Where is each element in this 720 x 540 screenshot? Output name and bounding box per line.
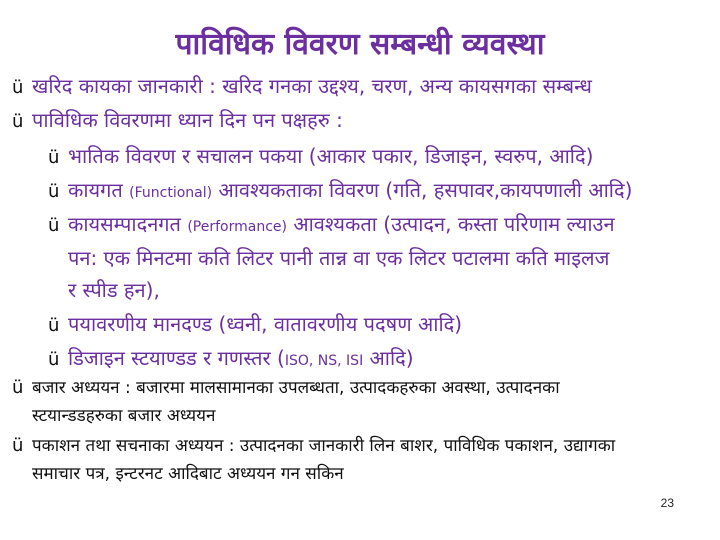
sub-item-text: पयावरणीय मानदण्ड (ध्वनी, वातावरणीय पदषण आदि)	[68, 312, 463, 336]
checkmark-icon: ü	[48, 147, 60, 168]
sub-item-continuation: र स्पीड हन),	[68, 278, 160, 302]
item-text: बजार अध्ययन : बजारमा मालसामानका उपलब्धता, उत्पादकहरुका अवस्था, उत्पादनका	[32, 378, 560, 398]
sub-item-text: आदि)	[363, 346, 414, 370]
checkmark-icon: ü	[12, 435, 24, 456]
sub-item-english-term: (Functional)	[129, 185, 213, 201]
item-text: पाविधिक विवरणमा ध्यान दिन पन पक्षहरु :	[32, 108, 343, 132]
list-item	[12, 72, 592, 102]
sub-list-item	[48, 142, 593, 172]
checkmark-icon: ü	[12, 77, 24, 98]
checkmark-icon: ü	[48, 215, 60, 236]
list-item	[12, 432, 615, 460]
sub-list-item	[48, 310, 462, 340]
item-text: पकाशन तथा सचनाका अध्ययन : उत्पादनका जानकारी लिन बाशर, पाविधिक पकाशन, उद्यागका	[32, 436, 616, 456]
sub-list-item	[48, 210, 615, 241]
checkmark-icon: ü	[48, 349, 60, 370]
sub-item-continuation: पन: एक मिनटमा कति लिटर पानी तान्न वा एक लिटर पटालमा कति माइलज	[68, 246, 610, 270]
page-number: 23	[660, 496, 674, 510]
checkmark-icon: ü	[48, 315, 60, 336]
checkmark-icon: ü	[48, 181, 60, 202]
sub-list-item	[48, 344, 414, 375]
sub-item-english-term: ISO, NS, ISI	[284, 353, 364, 369]
sub-item-text: आवश्यकताका विवरण (गति, हसपावर,कायपणाली आदि)	[212, 178, 633, 202]
sub-item-text: डिजाइन स्टयाण्डड र गणस्तर (	[68, 346, 285, 370]
sub-item-english-term: (Performance)	[187, 219, 287, 235]
sub-item-text: आवश्यकता (उत्पादन, कस्ता परिणाम ल्याउन	[286, 212, 615, 236]
list-item	[12, 374, 560, 402]
item-continuation: स्टयान्डडहरुका बजार अध्ययन	[32, 406, 216, 426]
sub-item-text: कायगत	[68, 178, 130, 202]
list-item	[12, 106, 343, 136]
item-text: खरिद कायका जानकारी : खरिद गनका उद्दश्य, चरण, अन्य कायसगका सम्बन्ध	[32, 74, 592, 98]
checkmark-icon: ü	[12, 111, 24, 132]
sub-item-text: कायसम्पादनगत	[68, 212, 188, 236]
checkmark-icon: ü	[12, 377, 24, 398]
slide-title: पाविधिक विवरण सम्बन्धी व्यवस्था	[175, 27, 545, 62]
item-continuation: समाचार पत्र, इन्टरनट आदिबाट अध्ययन गन सकिन	[32, 464, 344, 484]
sub-item-text: भातिक विवरण र सचालन पकया (आकार पकार, डिजाइन, स्वरुप, आदि)	[68, 144, 594, 168]
sub-list-item	[48, 176, 632, 207]
